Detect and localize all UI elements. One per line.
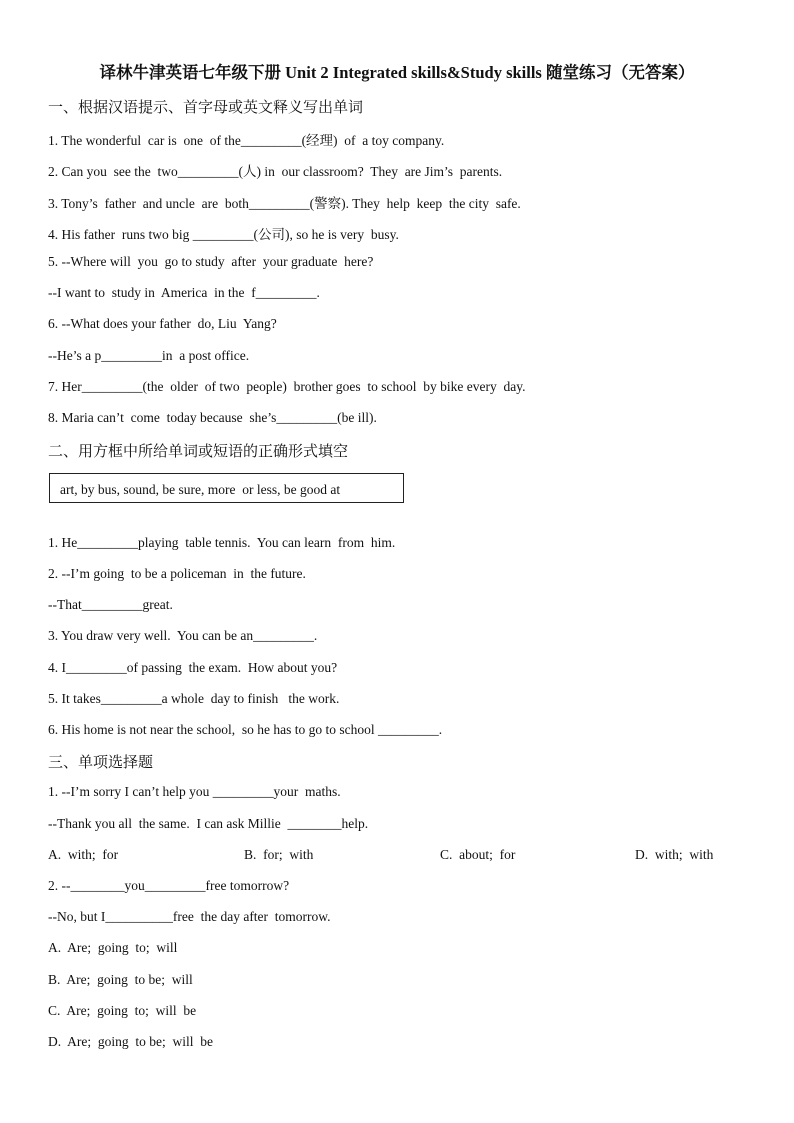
section-1-item: --I want to study in America in the f_________. xyxy=(48,285,320,300)
section-1-item: 4. His father runs two big _________(公司), so he is very busy. xyxy=(48,227,399,242)
page-title: 译林牛津英语七年级下册 Unit 2 Integrated skills&Study skills 随堂练习（无答案） xyxy=(99,63,695,82)
section-1-item: 6. --What does your father do, Liu Yang? xyxy=(48,316,277,331)
question-1-response: --Thank you all the same. I can ask Millie ________help. xyxy=(48,816,369,831)
section-1-heading: 一、根据汉语提示、首字母或英文释义写出单词 xyxy=(48,100,364,116)
question-1-option-b: B. for; with xyxy=(244,847,314,862)
section-2-item: 4. I_________of passing the exam. How about you? xyxy=(48,660,338,675)
question-2-response: --No, but I__________free the day after tomorrow. xyxy=(48,909,331,924)
section-1-item: 8. Maria can’t come today because she’s_________(be ill). xyxy=(48,410,377,425)
section-2-item: 3. You draw very well. You can be an_________. xyxy=(48,628,318,643)
section-3-heading: 三、单项选择题 xyxy=(48,755,154,771)
section-1-item: --He’s a p_________in a post office. xyxy=(48,348,250,363)
section-2-item: 2. --I’m going to be a policeman in the future. xyxy=(48,566,306,581)
question-1-option-c: C. about; for xyxy=(440,847,516,862)
question-2-option-b: B. Are; going to be; will xyxy=(48,972,193,987)
question-1-option-a: A. with; for xyxy=(48,847,119,862)
question-2-option-d: D. Are; going to be; will be xyxy=(48,1034,213,1049)
section-2-item: 5. It takes_________a whole day to finish the work. xyxy=(48,691,340,706)
section-1-item: 5. --Where will you go to study after your graduate here? xyxy=(48,254,374,269)
question-2-option-a: A. Are; going to; will xyxy=(48,940,178,955)
section-2-heading: 二、用方框中所给单词或短语的正确形式填空 xyxy=(48,444,349,460)
section-1-item: 7. Her_________(the older of two people) brother goes to school by bike every day. xyxy=(48,379,526,394)
word-box: art, by bus, sound, be sure, more or less, be good at xyxy=(49,473,404,503)
section-2-item: 1. He_________playing table tennis. You can learn from him. xyxy=(48,535,396,550)
question-1-option-d: D. with; with xyxy=(635,847,714,862)
question-2-stem: 2. --________you_________free tomorrow? xyxy=(48,878,290,893)
section-1-item: 1. The wonderful car is one of the_________(经理) of a toy company. xyxy=(48,133,445,148)
question-1-stem: 1. --I’m sorry I can’t help you _________your maths. xyxy=(48,784,341,799)
section-2-item: 6. His home is not near the school, so he has to go to school _________. xyxy=(48,722,443,737)
question-2-option-c: C. Are; going to; will be xyxy=(48,1003,197,1018)
section-2-item: --That_________great. xyxy=(48,597,173,612)
section-1-item: 2. Can you see the two_________(人) in our classroom? They are Jim’s parents. xyxy=(48,164,503,179)
section-1-item: 3. Tony’s father and uncle are both_________(警察). They help keep the city safe. xyxy=(48,196,521,211)
